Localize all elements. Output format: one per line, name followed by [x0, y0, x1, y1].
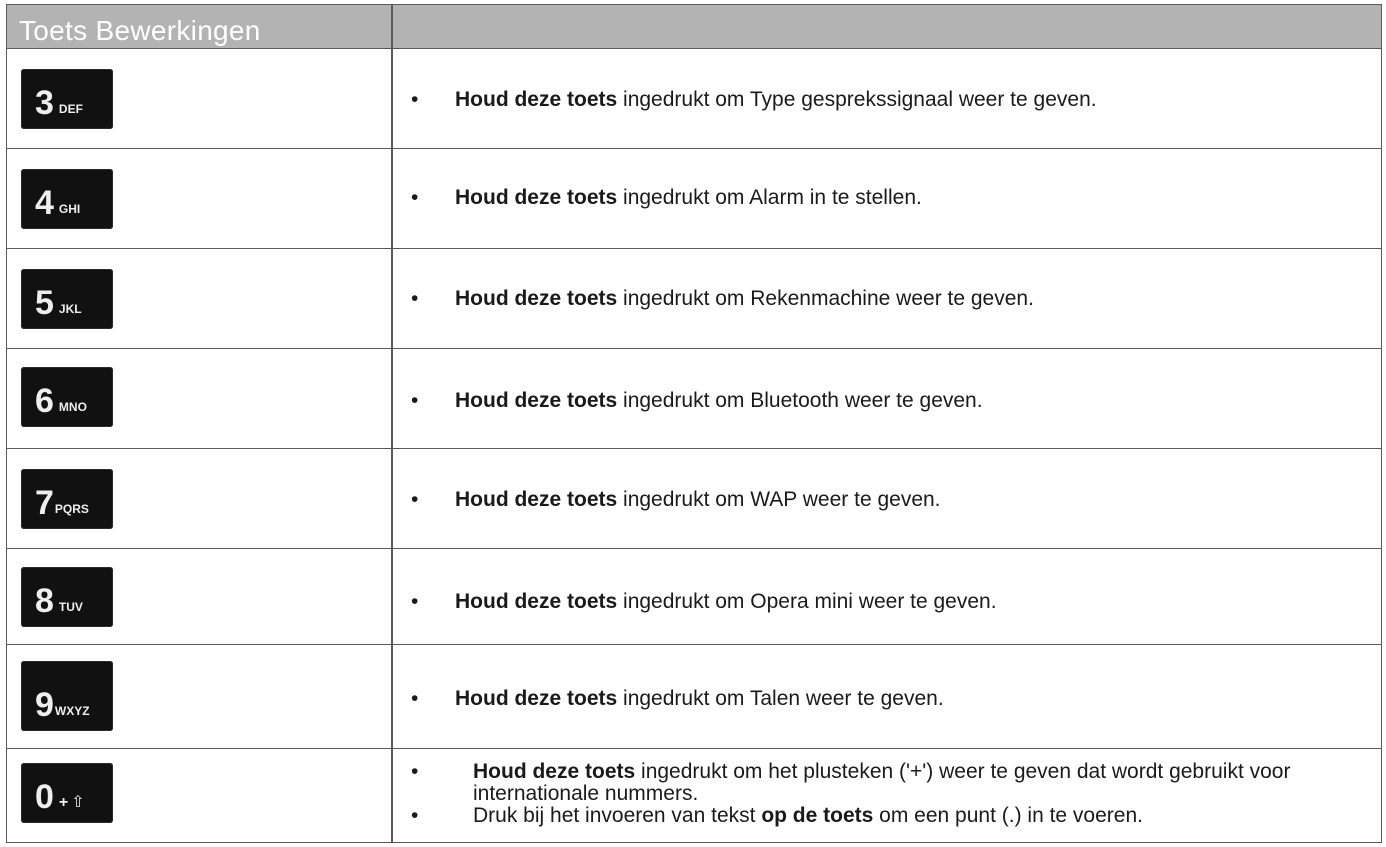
instruction-text: Druk bij het invoeren van tekst	[473, 804, 762, 827]
instruction-text: ingedrukt om Alarm in te stellen.	[617, 186, 922, 209]
bold-instruction: Houd deze toets	[455, 687, 618, 710]
key-0-icon: 0 + ⇧	[21, 763, 113, 823]
instruction-text: ingedrukt om Talen weer te geven.	[617, 687, 944, 710]
bullet-icon: •	[411, 88, 419, 111]
bold-instruction: Houd deze toets	[473, 760, 636, 783]
key-8-icon: 8 TUV	[21, 567, 113, 627]
row-description	[411, 761, 1361, 827]
key-6-icon: 6 MNO	[21, 367, 113, 427]
bold-instruction: Houd deze toets	[455, 488, 618, 511]
bold-instruction: Houd deze toets	[455, 590, 618, 613]
bold-instruction: Houd deze toets	[455, 389, 618, 412]
table-row	[7, 349, 1381, 449]
bullet-icon: •	[411, 488, 419, 511]
table-row	[7, 749, 1381, 842]
table-row	[7, 49, 1381, 149]
key-7-icon: 7 PQRS	[21, 469, 113, 529]
instruction-text: ingedrukt om Opera mini weer te geven.	[617, 590, 997, 613]
bold-instruction: Houd deze toets	[455, 88, 618, 111]
bullet-icon: •	[411, 760, 419, 783]
instruction-text: ingedrukt om WAP weer te geven.	[617, 488, 941, 511]
key-4-icon: 4 GHI	[21, 169, 113, 229]
key-9-icon: 9 WXYZ	[21, 661, 113, 731]
table-row	[7, 549, 1381, 645]
table-title: Toets Bewerkingen	[19, 15, 261, 46]
bullet-icon: •	[411, 287, 419, 310]
table-row	[7, 149, 1381, 249]
table-row	[7, 449, 1381, 549]
bullet-icon: •	[411, 687, 419, 710]
bold-instruction: Houd deze toets	[455, 287, 618, 310]
bold-instruction: op de toets	[761, 804, 874, 827]
bullet-icon: •	[411, 590, 419, 613]
bullet-icon: •	[411, 804, 419, 827]
bullet-icon: •	[411, 186, 419, 209]
key-3-icon: 3 DEF	[21, 69, 113, 129]
instruction-text: ingedrukt om het plusteken ('+') weer te geven dat wordt gebruikt voor internationale nummers.	[473, 760, 1291, 805]
instruction-text: om een punt (.) in te voeren.	[873, 804, 1143, 827]
key-5-icon: 5 JKL	[21, 269, 113, 329]
bold-instruction: Houd deze toets	[455, 186, 618, 209]
bullet-icon: •	[411, 389, 419, 412]
instruction-text: ingedrukt om Rekenmachine weer te geven.	[617, 287, 1034, 310]
shift-arrow-icon: ⇧	[71, 794, 85, 811]
instruction-text: ingedrukt om Bluetooth weer te geven.	[617, 389, 983, 412]
table-row	[7, 645, 1381, 749]
instruction-text: ingedrukt om Type gesprekssignaal weer te geven.	[617, 88, 1097, 111]
table-row	[7, 249, 1381, 349]
key-operations-table	[6, 4, 1382, 843]
table-header	[7, 5, 1381, 49]
